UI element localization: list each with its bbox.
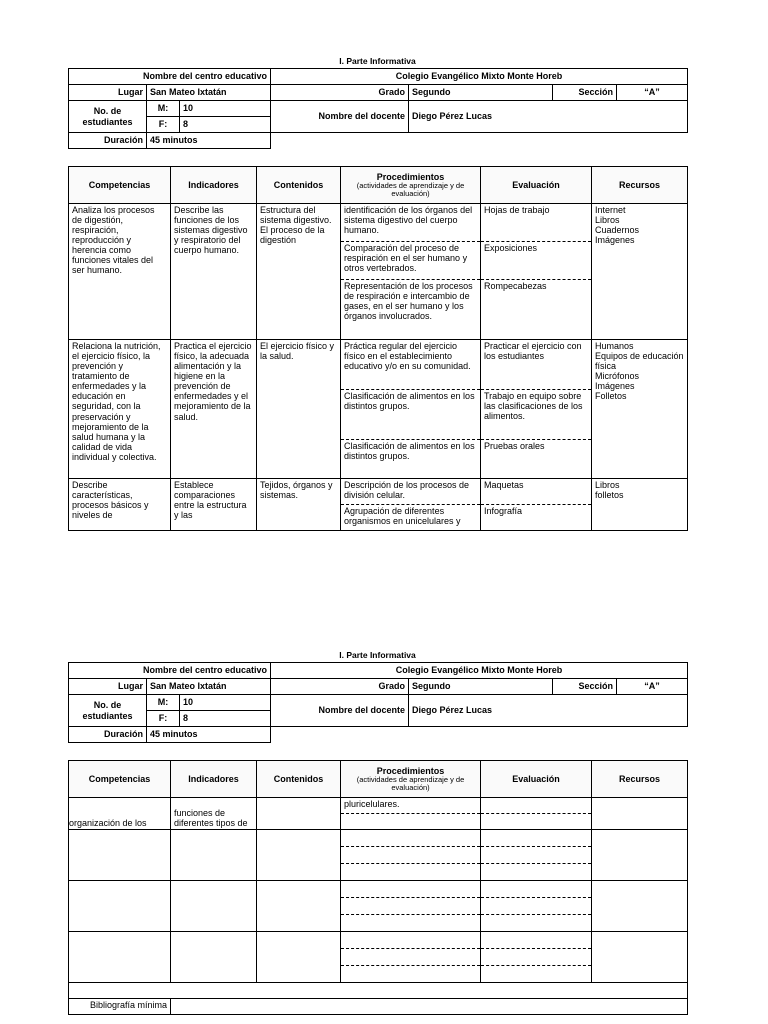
planning-table-2 bbox=[68, 760, 688, 1015]
docente-label: Nombre del docente bbox=[271, 695, 409, 727]
lugar-value: San Mateo Ixtatán bbox=[147, 679, 271, 695]
evaluacion-cell bbox=[481, 915, 592, 932]
procedimiento-cell bbox=[341, 932, 481, 949]
seccion-label: Sección bbox=[553, 679, 617, 695]
lugar-label: Lugar bbox=[69, 85, 147, 101]
procedimiento-cell: Representación de los procesos de respiración e intercambio de gases, en el ser humano y los órganos involucrados. bbox=[341, 280, 481, 340]
header-competencias: Competencias bbox=[69, 167, 171, 204]
m-value: 10 bbox=[180, 101, 271, 117]
competencia-cell: organización de los bbox=[69, 798, 171, 830]
f-value: 8 bbox=[180, 711, 271, 727]
competencia-cell: Analiza los procesos de digestión, respiración, reproducción y herencia como funciones vitales del ser humano. bbox=[69, 204, 171, 340]
evaluacion-cell: Rompecabezas bbox=[481, 280, 592, 340]
evaluacion-cell bbox=[481, 881, 592, 898]
contenido-cell: El ejercicio físico y la salud. bbox=[257, 340, 341, 479]
evaluacion-cell bbox=[481, 830, 592, 847]
procedimiento-cell bbox=[341, 915, 481, 932]
f-label: F: bbox=[147, 711, 180, 727]
header-evaluacion: Evaluación bbox=[481, 761, 592, 798]
procedimiento-cell: Práctica regular del ejercicio físico en el establecimiento educativo y/o en su comunidad. bbox=[341, 340, 481, 390]
header-competencias: Competencias bbox=[69, 761, 171, 798]
docente-label: Nombre del docente bbox=[271, 101, 409, 133]
procedimiento-cell: Clasificación de alimentos en los distintos grupos. bbox=[341, 440, 481, 479]
contenido-cell: Estructura del sistema digestivo. El proceso de la digestión bbox=[257, 204, 341, 340]
estudiantes-label: No. de estudiantes bbox=[69, 101, 147, 133]
contenido-cell bbox=[257, 932, 341, 983]
procedimiento-cell bbox=[341, 881, 481, 898]
evaluacion-cell bbox=[481, 966, 592, 983]
grado-value: Segundo bbox=[409, 679, 553, 695]
header-procedimientos: Procedimientos (actividades de aprendizaje y de evaluación) bbox=[341, 761, 481, 798]
duracion-label: Duración bbox=[69, 727, 147, 743]
procedimiento-cell bbox=[341, 830, 481, 847]
evaluacion-cell bbox=[481, 798, 592, 814]
indicador-cell: Establece comparaciones entre la estructura y las bbox=[171, 479, 257, 531]
contenido-cell bbox=[257, 798, 341, 830]
evaluacion-cell bbox=[481, 814, 592, 830]
competencia-cell bbox=[69, 830, 171, 881]
competencia-cell bbox=[69, 932, 171, 983]
procedimiento-cell bbox=[341, 847, 481, 864]
header-evaluacion: Evaluación bbox=[481, 167, 592, 204]
recursos-cell bbox=[592, 932, 688, 983]
procedimiento-cell bbox=[341, 949, 481, 966]
recursos-cell: Internet Libros Cuadernos Imágenes bbox=[592, 204, 688, 340]
procedimiento-cell: Clasificación de alimentos en los distintos grupos. bbox=[341, 390, 481, 440]
evaluacion-cell: Hojas de trabajo bbox=[481, 204, 592, 242]
centro-value: Colegio Evangélico Mixto Monte Horeb bbox=[271, 69, 688, 85]
indicador-cell bbox=[171, 830, 257, 881]
competencia-cell: Describe características, procesos básicos y niveles de bbox=[69, 479, 171, 531]
m-label: M: bbox=[147, 101, 180, 117]
header-recursos: Recursos bbox=[592, 167, 688, 204]
header-recursos: Recursos bbox=[592, 761, 688, 798]
procedimiento-cell: pluricelulares. bbox=[341, 798, 481, 814]
planning-table-1 bbox=[68, 166, 688, 531]
recursos-cell: Libros folletos bbox=[592, 479, 688, 531]
duracion-value: 45 minutos bbox=[147, 133, 271, 149]
procedimiento-cell bbox=[341, 814, 481, 830]
evaluacion-cell: Trabajo en equipo sobre las clasificaciones de los alimentos. bbox=[481, 390, 592, 440]
docente-value: Diego Pérez Lucas bbox=[409, 695, 688, 727]
procedimiento-cell: identificación de los órganos del sistema digestivo del cuerpo humano. bbox=[341, 204, 481, 242]
evaluacion-cell bbox=[481, 949, 592, 966]
f-label: F: bbox=[147, 117, 180, 133]
info-table bbox=[68, 662, 688, 743]
evaluacion-cell: Practicar el ejercicio con los estudiantes bbox=[481, 340, 592, 390]
competencia-cell: Relaciona la nutrición, el ejercicio físico, la prevención y tratamiento de enfermedades y la educación en seguridad, con la preservación y mejoramiento de la salud humana y la calidad de vida individual y colectiva. bbox=[69, 340, 171, 479]
grado-value: Segundo bbox=[409, 85, 553, 101]
estudiantes-label: No. de estudiantes bbox=[69, 695, 147, 727]
procedimiento-cell: Agrupación de diferentes organismos en unicelulares y bbox=[341, 505, 481, 531]
procedimiento-cell: Descripción de los procesos de división celular. bbox=[341, 479, 481, 505]
evaluacion-cell bbox=[481, 847, 592, 864]
centro-label: Nombre del centro educativo bbox=[69, 69, 271, 85]
section-title: I. Parte Informativa bbox=[339, 650, 416, 660]
evaluacion-cell: Infografía bbox=[481, 505, 592, 531]
contenido-cell: Tejidos, órganos y sistemas. bbox=[257, 479, 341, 531]
m-value: 10 bbox=[180, 695, 271, 711]
indicador-cell bbox=[171, 881, 257, 932]
docente-value: Diego Pérez Lucas bbox=[409, 101, 688, 133]
seccion-label: Sección bbox=[553, 85, 617, 101]
contenido-cell bbox=[257, 830, 341, 881]
indicador-cell bbox=[171, 932, 257, 983]
contenido-cell bbox=[257, 881, 341, 932]
procedimiento-cell bbox=[341, 898, 481, 915]
info-table bbox=[68, 68, 688, 149]
duracion-value: 45 minutos bbox=[147, 727, 271, 743]
procedimiento-cell: Comparación del proceso de respiración en el ser humano y otros vertebrados. bbox=[341, 242, 481, 280]
spacer-row bbox=[69, 983, 688, 999]
centro-label: Nombre del centro educativo bbox=[69, 663, 271, 679]
duracion-label: Duración bbox=[69, 133, 147, 149]
seccion-value: “A” bbox=[617, 85, 688, 101]
recursos-cell bbox=[592, 830, 688, 881]
centro-value: Colegio Evangélico Mixto Monte Horeb bbox=[271, 663, 688, 679]
header-contenidos: Contenidos bbox=[257, 761, 341, 798]
section-title: I. Parte Informativa bbox=[339, 56, 416, 66]
procedimiento-cell bbox=[341, 966, 481, 983]
indicador-cell: Describe las funciones de los sistemas digestivo y respiratorio del cuerpo humano. bbox=[171, 204, 257, 340]
evaluacion-cell bbox=[481, 898, 592, 915]
evaluacion-cell: Maquetas bbox=[481, 479, 592, 505]
f-value: 8 bbox=[180, 117, 271, 133]
indicador-cell: Practica el ejercicio físico, la adecuada alimentación y la higiene en la prevención de enfermedades y el mejoramiento de la salud. bbox=[171, 340, 257, 479]
header-indicadores: Indicadores bbox=[171, 167, 257, 204]
bibliografia-label: Bibliografía mínima bbox=[69, 999, 171, 1015]
competencia-cell bbox=[69, 881, 171, 932]
m-label: M: bbox=[147, 695, 180, 711]
header-contenidos: Contenidos bbox=[257, 167, 341, 204]
header-indicadores: Indicadores bbox=[171, 761, 257, 798]
grado-label: Grado bbox=[271, 85, 409, 101]
grado-label: Grado bbox=[271, 679, 409, 695]
evaluacion-cell: Exposiciones bbox=[481, 242, 592, 280]
indicador-cell: funciones de diferentes tipos de bbox=[171, 798, 257, 830]
lugar-label: Lugar bbox=[69, 679, 147, 695]
recursos-cell bbox=[592, 798, 688, 830]
recursos-cell: Humanos Equipos de educación física Micrófonos Imágenes Folletos bbox=[592, 340, 688, 479]
seccion-value: “A” bbox=[617, 679, 688, 695]
procedimiento-cell bbox=[341, 864, 481, 881]
evaluacion-cell bbox=[481, 932, 592, 949]
evaluacion-cell bbox=[481, 864, 592, 881]
bibliografia-value bbox=[171, 999, 688, 1015]
lugar-value: San Mateo Ixtatán bbox=[147, 85, 271, 101]
recursos-cell bbox=[592, 881, 688, 932]
header-procedimientos: Procedimientos (actividades de aprendizaje y de evaluación) bbox=[341, 167, 481, 204]
evaluacion-cell: Pruebas orales bbox=[481, 440, 592, 479]
